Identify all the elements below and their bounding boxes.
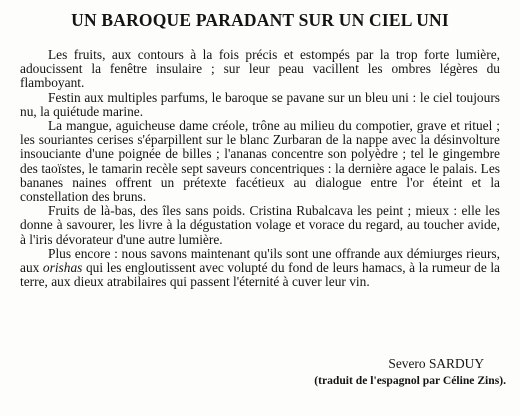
paragraph-5-end: qui les engloutissent avec volupté du fond de leurs hamacs, à la rumeur de la terre, aux dieux atrabilaires qui passent l'éternité à cuver leur vin.: [20, 260, 500, 290]
paragraph-4: Fruits de là-bas, des îles sans poids. Cristina Rubalcava les peint ; mieux : elle les donne à savourer, les livre à la dégustation volage et vorace du regard, au toucher avide, à l'iris dévorateur d'une autre lumière.: [20, 203, 500, 247]
paragraph-5: [20, 247, 500, 290]
article-body: [20, 48, 500, 289]
paragraph-1: Les fruits, aux contours à la fois précis et estompés par la trop forte lumière, adoucissent la fenêtre insulaire ; sur leur peau vacillent les ombres légères du flamboyant.: [20, 47, 500, 91]
article-title: UN BAROQUE PARADANT SUR UN CIEL UNI: [71, 10, 449, 30]
author-signature: Severo SARDUY: [388, 356, 484, 371]
orishas-word: orishas: [42, 260, 83, 276]
paragraph-3: La mangue, aguicheuse dame créole, trône au milieu du compotier, grave et rituel ; les souriantes cerises s'éparpillent sur le blanc Zurbaran de la nappe avec la désinvolture insouciante d'une poignée de billes ; l'ananas concentre son polyèdre ; tel le gingembre des taoïstes, le tamarin recèle sept saveurs concentriques : la dernière agace le palais. Les bananes naines offrent un prétexte facétieux au dialogue entre l'or éteint et la constellation des bruns.: [20, 118, 500, 205]
paragraph-2: Festin aux multiples parfums, le baroque se pavane sur un bleu uni : le ciel toujours nu, la quiétude marine.: [20, 89, 500, 119]
paragraph-5-start: Plus encore : nous savons maintenant qu'ils sont une offrande aux démiurges rieurs, aux: [20, 245, 500, 276]
translator-note: (traduit de l'espagnol par Céline Zins).: [314, 374, 506, 387]
